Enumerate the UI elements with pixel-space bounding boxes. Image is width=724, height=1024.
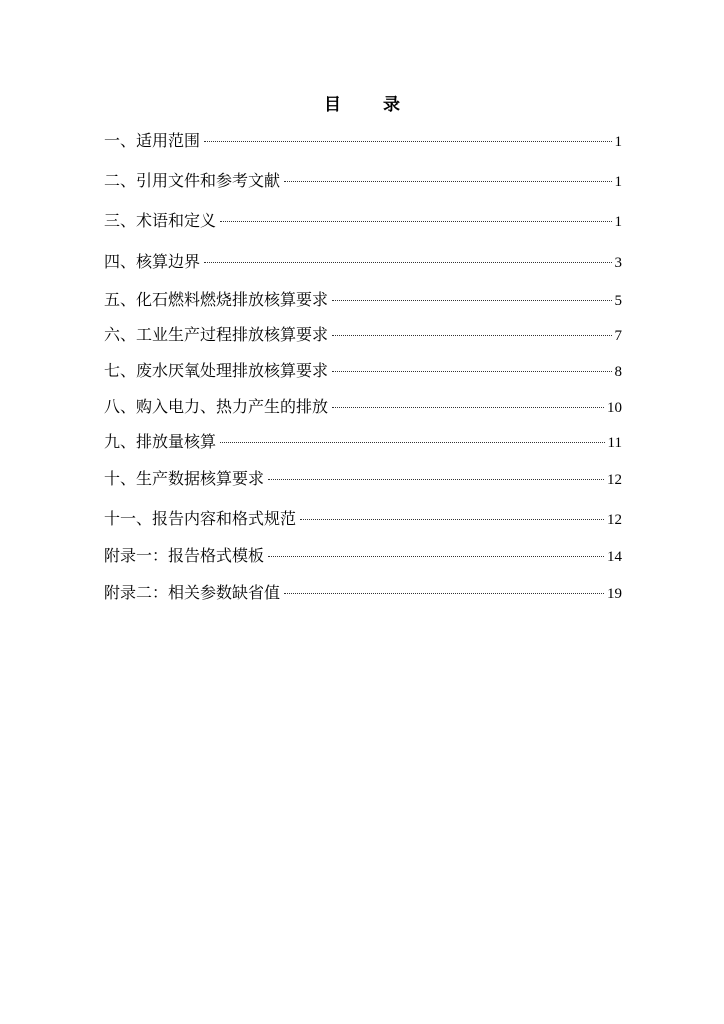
toc-entry-label: 八、购入电力、热力产生的排放 [104,397,329,416]
dot-leader [220,442,605,443]
toc-entry-label: 二、引用文件和参考文献 [104,171,281,190]
toc-entry[interactable] [104,252,622,272]
toc-entry-page: 11 [607,435,622,451]
toc-entry[interactable] [104,469,622,489]
dot-leader [220,221,611,222]
dot-leader [204,141,611,142]
toc-entry-label: 四、核算边界 [104,252,201,271]
toc-entry-label: 三、术语和定义 [104,211,217,230]
toc-entry-page: 1 [614,214,622,230]
dot-leader [284,593,604,594]
dot-leader [332,300,611,301]
toc-title: 目 录 [324,95,418,115]
toc-entry-page: 12 [607,472,622,488]
toc-entry-label: 十、生产数据核算要求 [104,469,265,488]
toc-entry-label: 附录一：报告格式模板 [104,546,265,565]
toc-entry[interactable] [104,171,622,191]
dot-leader [268,556,604,557]
toc-entry[interactable] [104,211,622,231]
dot-leader [332,407,604,408]
toc-entry-label: 一、适用范围 [104,131,201,150]
toc-entry-page: 7 [614,328,622,344]
toc-entry-page: 3 [614,255,622,271]
dot-leader [332,335,611,336]
toc-entry[interactable] [104,397,622,417]
toc-entry[interactable] [104,432,622,452]
dot-leader [332,371,611,372]
toc-entry[interactable] [104,583,622,603]
toc-entry-label: 七、废水厌氧处理排放核算要求 [104,361,329,380]
toc-entry-page: 10 [607,400,622,416]
toc-entry-label: 附录二：相关参数缺省值 [104,583,281,602]
toc-entry-page: 14 [607,549,622,565]
dot-leader [268,479,604,480]
toc-entry-label: 九、排放量核算 [104,432,217,451]
toc-entry-page: 1 [614,134,622,150]
dot-leader [284,181,611,182]
toc-entry[interactable] [104,546,622,566]
toc-entry-label: 六、工业生产过程排放核算要求 [104,325,329,344]
toc-entry-page: 1 [614,174,622,190]
toc-entry-label: 五、化石燃料燃烧排放核算要求 [104,290,329,309]
toc-entry-label: 十一、报告内容和格式规范 [104,509,297,528]
toc-entry-page: 8 [614,364,622,380]
toc-entry-page: 5 [614,293,622,309]
toc-entry[interactable] [104,509,622,529]
toc-entry[interactable] [104,325,622,345]
toc-entry[interactable] [104,361,622,381]
toc-entry-page: 19 [607,586,622,602]
dot-leader [204,262,611,263]
dot-leader [300,519,604,520]
toc-entry[interactable] [104,290,622,310]
toc-entry[interactable] [104,131,622,151]
toc-entry-page: 12 [607,512,622,528]
